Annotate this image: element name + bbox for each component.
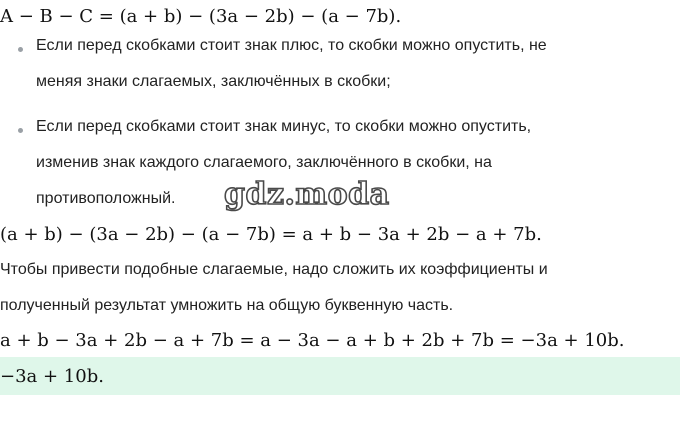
formula-combine-terms: a + b − 3a + 2b − a + 7b = a − 3a − a + b + 2b + 7b = −3a + 10b. [0,330,625,351]
rule-minus-line-3: противоположный. [36,190,176,207]
formula-expression: A − B − C = (a + b) − (3a − 2b) − (a − 7b). [0,6,402,27]
bullet-dot [18,47,23,52]
like-terms-line-1: Чтобы привести подобные слагаемые, надо сложить их коэффициенты и [0,261,548,278]
rule-plus-line-2: меняя знаки слагаемых, заключённых в скобки; [36,73,391,90]
formula-open-brackets: (a + b) − (3a − 2b) − (a − 7b) = a + b − 3a + 2b − a + 7b. [0,224,542,245]
rule-minus-line-1: Если перед скобками стоит знак минус, то скобки можно опустить, [36,118,532,135]
rule-minus-line-2: изменив знак каждого слагаемого, заключённого в скобки, на [36,154,492,171]
watermark-logo: gdz.moda [224,177,390,212]
rule-plus-line-1: Если перед скобками стоит знак плюс, то скобки можно опустить, не [36,37,547,54]
bullet-dot [18,128,23,133]
like-terms-line-2: полученный результат умножить на общую буквенную часть. [0,297,454,314]
final-answer: −3a + 10b. [0,366,104,387]
